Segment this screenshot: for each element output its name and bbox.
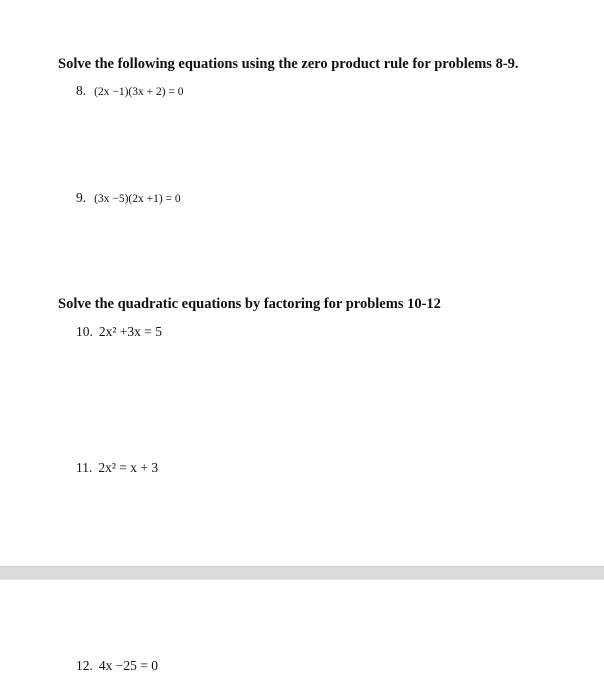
problem-12: [76, 658, 158, 674]
page-2: [0, 580, 604, 700]
problem-8: [76, 83, 184, 99]
problem-10-number: 10.: [76, 324, 93, 339]
problem-9-equation: (3x −5)(2x +1) = 0: [94, 193, 181, 205]
problem-8-number: 8.: [76, 83, 87, 98]
section-heading-factoring: Solve the quadratic equations by factoring for problems 10-12: [58, 296, 441, 312]
problem-9: [76, 190, 181, 206]
problem-10-equation: 2x² +3x = 5: [98, 324, 163, 339]
problem-11-number: 11.: [76, 460, 93, 475]
problem-12-equation: 4x −25 = 0: [98, 658, 158, 673]
problem-9-number: 9.: [76, 190, 87, 205]
problem-10: [76, 324, 162, 340]
section-heading-zero-product: Solve the following equations using the zero product rule for problems 8-9.: [58, 56, 519, 72]
problem-8-equation: (2x −1)(3x + 2) = 0: [94, 86, 184, 98]
problem-11: [76, 460, 158, 476]
problem-11-equation: 2x² = x + 3: [98, 460, 159, 475]
problem-12-number: 12.: [76, 658, 93, 673]
page-separator: [0, 566, 604, 580]
